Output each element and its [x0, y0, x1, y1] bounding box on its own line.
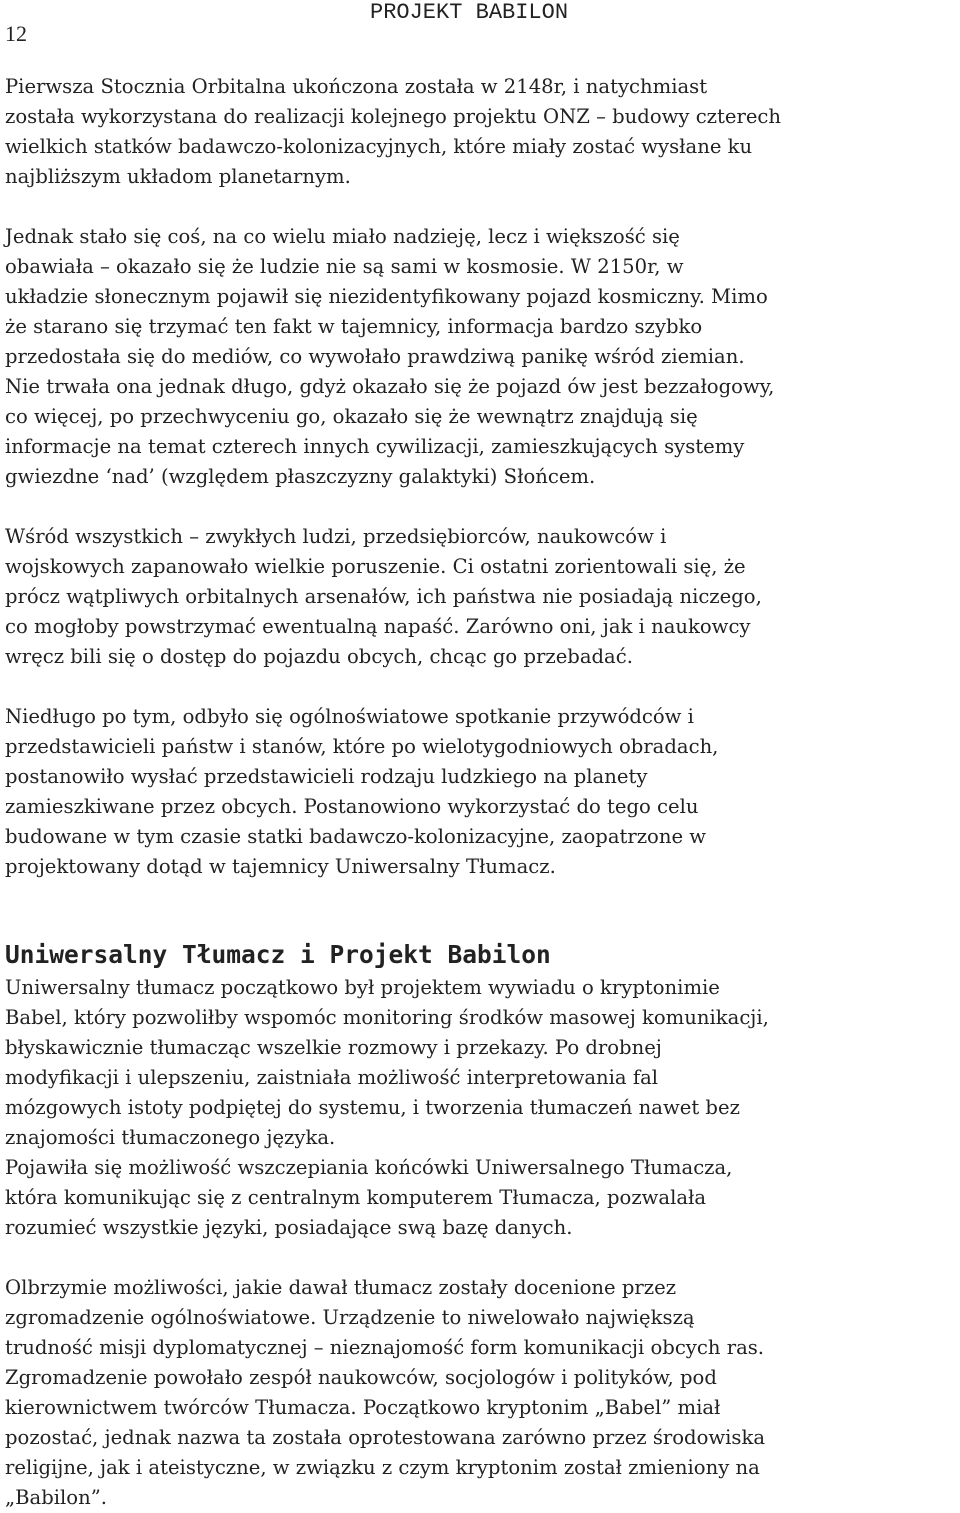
text-line: projektowany dotąd w tajemnicy Uniwersalny Tłumacz.: [5, 855, 556, 878]
text-line: Pierwsza Stocznia Orbitalna ukończona została w 2148r, i natychmiast: [5, 75, 708, 98]
text-line: że starano się trzymać ten fakt w tajemnicy, informacja bardzo szybko: [5, 315, 703, 338]
paragraph-babilon: [5, 1273, 957, 1513]
text-line: kierownictwem twórców Tłumacza. Początkowo kryptonim „Babel” miał: [5, 1396, 721, 1419]
paragraph-gap: [5, 882, 957, 912]
page-number: 12: [5, 21, 27, 46]
text-line: modyfikacji i ulepszeniu, zaistniała możliwość interpretowania fal: [5, 1066, 659, 1089]
text-line: Niedługo po tym, odbyło się ogólnoświatowe spotkanie przywódców i: [5, 705, 694, 728]
page-header: [0, 0, 960, 56]
text-line: Pojawiła się możliwość wszczepiania końcówki Uniwersalnego Tłumacza,: [5, 1156, 733, 1179]
text-line: co więcej, po przechwyceniu go, okazało się że wewnątrz znajdują się: [5, 405, 698, 428]
text-line: postanowiło wysłać przedstawicieli rodzaju ludzkiego na planety: [5, 765, 648, 788]
text-line: pozostać, jednak nazwa ta została oprotestowana zarówno przez środowiska: [5, 1426, 766, 1449]
running-title: PROJEKT BABILON: [370, 0, 569, 25]
paragraph-pojazd: [5, 222, 957, 492]
paragraph-gap: [5, 912, 957, 934]
paragraph-gap: [5, 1243, 957, 1273]
text-line: trudność misji dyplomatycznej – nieznajomość form komunikacji obcych ras.: [5, 1336, 765, 1359]
text-line: Olbrzymie możliwości, jakie dawał tłumacz zostały docenione przez: [5, 1276, 677, 1299]
paragraph-gap: [5, 492, 957, 522]
paragraph-spotkanie: [5, 702, 957, 882]
text-line: wojskowych zapanowało wielkie poruszenie. Ci ostatni zorientowali się, że: [5, 555, 746, 578]
text-line: Uniwersalny tłumacz początkowo był projektem wywiadu o kryptonimie: [5, 976, 720, 999]
text-line: Wśród wszystkich – zwykłych ludzi, przedsiębiorców, naukowców i: [5, 525, 667, 548]
text-line: układzie słonecznym pojawił się niezidentyfikowany pojazd kosmiczny. Mimo: [5, 285, 768, 308]
text-line: przedstawicieli państw i stanów, które po wielotygodniowych obradach,: [5, 735, 719, 758]
text-line: która komunikując się z centralnym komputerem Tłumacza, pozwalała: [5, 1186, 707, 1209]
text-line: przedostała się do mediów, co wywołało prawdziwą panikę wśród ziemian.: [5, 345, 745, 368]
text-line: Nie trwała ona jednak długo, gdyż okazało się że pojazd ów jest bezzałogowy,: [5, 375, 775, 398]
text-line: Babel, który pozwoliłby wspomóc monitoring środków masowej komunikacji,: [5, 1006, 769, 1029]
paragraph-gap: [5, 672, 957, 702]
text-line: wręcz bili się o dostęp do pojazdu obcych, chcąc go przebadać.: [5, 645, 633, 668]
text-line: najbliższym układom planetarnym.: [5, 165, 351, 188]
paragraph-gap: [5, 192, 957, 222]
text-line: Jednak stało się coś, na co wielu miało nadzieję, lecz i większość się: [5, 225, 680, 248]
text-line: informacje na temat czterech innych cywilizacji, zamieszkujących systemy: [5, 435, 745, 458]
text-line: co mogłoby powstrzymać ewentualną napaść. Zarówno oni, jak i naukowcy: [5, 615, 751, 638]
text-line: została wykorzystana do realizacji kolejnego projektu ONZ – budowy czterech: [5, 105, 782, 128]
text-line: błyskawicznie tłumacząc wszelkie rozmowy i przekazy. Po drobnej: [5, 1036, 662, 1059]
body-text: [5, 72, 957, 1513]
text-line: budowane w tym czasie statki badawczo-kolonizacyjne, zaopatrzone w: [5, 825, 707, 848]
text-line: „Babilon”.: [5, 1486, 107, 1509]
paragraph-stocznia: [5, 72, 957, 192]
text-line: Zgromadzenie powołało zespół naukowców, socjologów i polityków, pod: [5, 1366, 717, 1389]
text-line: obawiała – okazało się że ludzie nie są sami w kosmosie. W 2150r, w: [5, 255, 684, 278]
paragraph-tlumacz: [5, 973, 957, 1243]
text-line: zgromadzenie ogólnoświatowe. Urządzenie to niwelowało największą: [5, 1306, 695, 1329]
text-line: wielkich statków badawczo-kolonizacyjnych, które miały zostać wysłane ku: [5, 135, 753, 158]
text-line: gwiezdne ‘nad’ (względem płaszczyzny galaktyki) Słońcem.: [5, 465, 596, 488]
text-line: mózgowych istoty podpiętej do systemu, i tworzenia tłumaczeń nawet bez: [5, 1096, 740, 1119]
text-line: prócz wątpliwych orbitalnych arsenałów, ich państwa nie posiadają niczego,: [5, 585, 762, 608]
section-heading: Uniwersalny Tłumacz i Projekt Babilon: [5, 940, 551, 969]
text-line: religijne, jak i ateistyczne, w związku z czym kryptonim został zmieniony na: [5, 1456, 760, 1479]
text-line: znajomości tłumaczonego języka.: [5, 1126, 336, 1149]
text-line: rozumieć wszystkie języki, posiadające swą bazę danych.: [5, 1216, 573, 1239]
text-line: zamieszkiwane przez obcych. Postanowiono wykorzystać do tego celu: [5, 795, 699, 818]
paragraph-poruszenie: [5, 522, 957, 672]
